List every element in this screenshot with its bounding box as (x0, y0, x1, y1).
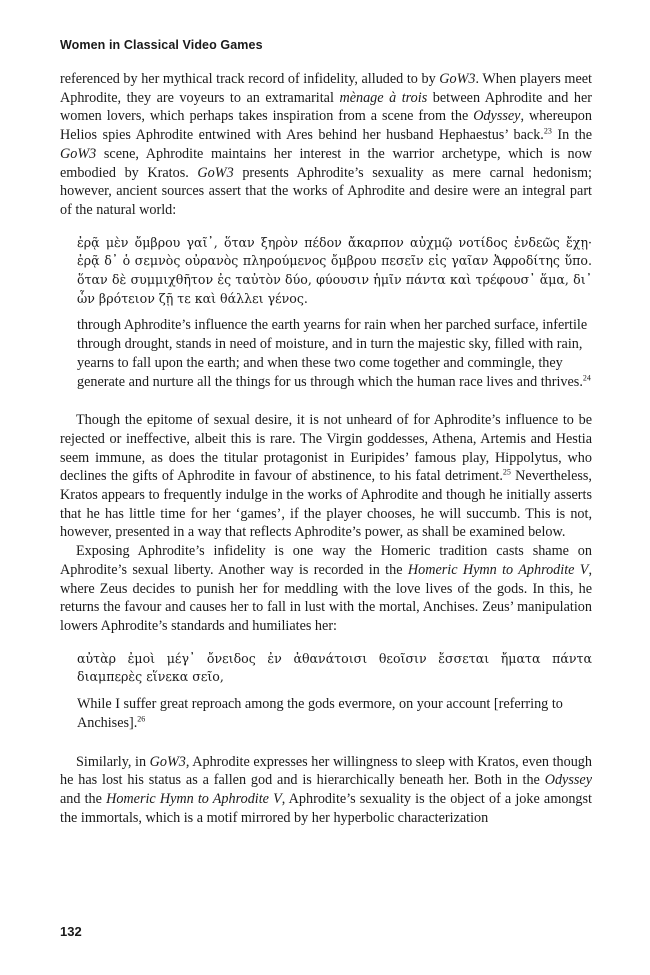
page-number: 132 (60, 924, 82, 939)
footnote-ref-25: 25 (502, 467, 511, 477)
title-gow3: GoW3 (439, 71, 476, 87)
title-odyssey: Odyssey (544, 772, 592, 789)
paragraph-1: referenced by her mythical track record of infidelity, alluded to by GoW3. When players meet Aphrodite, they are voyeurs to an extramarital mènage à trois between Aphrodite and her women lovers, which perhaps takes inspiration from a scene from the Odyssey, whereupon Helios spies Aphrodite entwined with Ares behind her husband Hephaestus’ back.$^{23}$ In the GoW3 scene, Aphrodite maintains her interest in the warrior archetype, which is now embodied by Kratos. GoW3 presents Aphrodite’s sexuality as mere carnal hedonism; however, ancient sources assert that the works of Aphrodite and desire were an integral part of the natural world: (60, 71, 592, 218)
greek-quote-2: αὐτὰρ ἐμοὶ μέγ᾽ ὄνειδος ἐν ἀθανάτοισι θεοῖσιν ἔσσεται ἤματα πάντα διαμπερὲς εἵνεκα σεῖο, (77, 650, 592, 685)
title-gow3: GoW3 (149, 753, 186, 770)
paragraph-3: Exposing Aphrodite’s infidelity is one way the Homeric tradition casts shame on Aphrodite’s sexual liberty. Another way is recorded in the Homeric Hymn to Aphrodite V, where Zeus decides to punish her for meddling with the love lives of the gods. In this, he returns the favour and causes her to fall in lust with the mortal, Anchises. Zeus’ manipulation lowers Aphrodite’s standards and humiliates her: (60, 543, 592, 634)
footnote-ref-23: 23 (543, 126, 552, 136)
title-gow3: GoW3 (60, 145, 97, 162)
phrase-menage-a-trois: mènage à trois (339, 89, 428, 106)
title-gow3: GoW3 (197, 164, 234, 181)
footnote-ref-26: 26 (137, 714, 146, 724)
running-title: Women in Classical Video Games (60, 38, 263, 52)
title-homeric-hymn: Homeric Hymn to Aphrodite V (407, 561, 589, 578)
footnote-ref-24: 24 (582, 372, 591, 382)
greek-quote-1: ἐρᾷ μὲν ὄμβρου γαῖ᾽, ὅταν ξηρὸν πέδον ἄκαρπον αὐχμῷ νοτίδος ἐνδεῶς ἔχῃ· ἐρᾷ δ᾽ ὁ σεμνὸς οὐρανὸς πληρούμενος ὄμβρου πεσεῖν εἰς γαῖαν Ἀφροδίτης ὕπο. ὅταν δὲ συμμιχθῆτον ἐς ταὐτὸν δύο, φύουσιν ἡμῖν πάντα καὶ τρέφουσ᾽ ἅμα, δι᾽ ὧν βρότειον ζῇ τε καὶ θάλλει γένος. (77, 234, 592, 306)
translation-quote-2: While I suffer great reproach among the gods evermore, on your account [referring to Anchises].$^{26}$ (77, 696, 563, 731)
title-odyssey: Odyssey (473, 108, 521, 125)
paragraph-2: Though the epitome of sexual desire, it is not unheard of for Aphrodite’s influence to be rejected or ineffective, albeit this is rare. The Virgin goddesses, Athena, Artemis and Hestia seem immune, as does the titular protagonist in Euripides’ famous play, Hippolytus, who declines the gifts of Aphrodite in favour of abstinence, to his fatal detriment.$^{25}$ Nevertheless, Kratos appears to frequently indulge in the works of Aphrodite and though he initially asserts that he has little time for her ‘games’, if the player chooses, he will succumb. This is not, however, presented in a way that reflects Aphrodite’s power, as shall be examined below. (60, 412, 592, 541)
body-text (60, 70, 592, 827)
title-homeric-hymn: Homeric Hymn to Aphrodite V (106, 790, 282, 807)
translation-quote-1: through Aphrodite’s influence the earth yearns for rain when her parched surface, infertile through drought, stands in need of moisture, and in turn the majestic sky, filled with rain, yearns to fall upon the earth; and when these two come together and commingle, they generate and nurture all the things for us through which the human race lives and thrives.$^{24}$ (77, 317, 591, 390)
paragraph-4: Similarly, in GoW3, Aphrodite expresses her willingness to sleep with Kratos, even though he has lost his status as a fallen god and is hierarchically beneath her. Both in the Odyssey and the Homeric Hymn to Aphrodite V, Aphrodite’s sexuality is the object of a joke amongst the immortals, which is a motif mirrored by her hyperbolic characterization (60, 753, 592, 826)
